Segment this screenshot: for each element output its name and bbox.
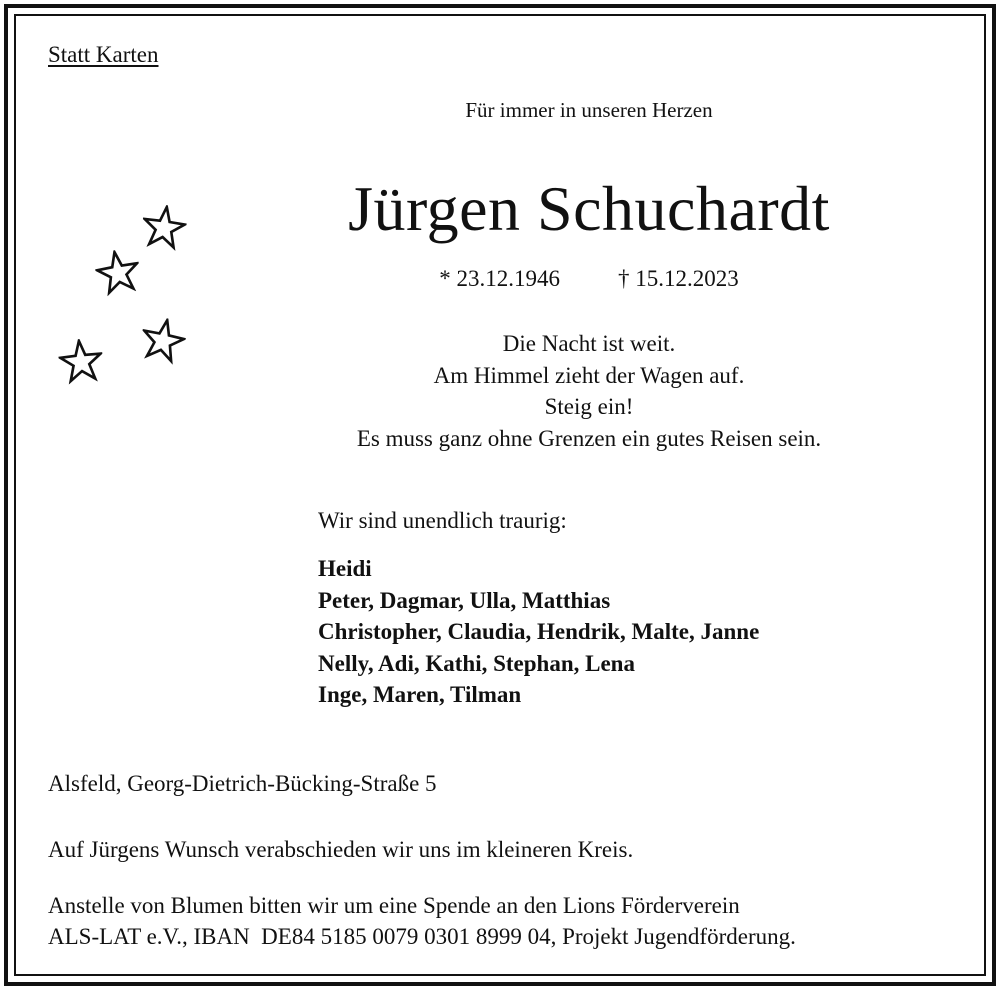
death-date: † 15.12.2023 [618, 266, 739, 291]
star-outline-icon [57, 337, 105, 385]
poem-line: Die Nacht ist weit. [502, 331, 676, 356]
notice-heading: Statt Karten [48, 42, 159, 67]
mourner-line: Heidi [318, 556, 372, 581]
mourner-line: Peter, Dagmar, Ulla, Matthias [318, 587, 611, 613]
poem-line: Am Himmel zieht der Wagen auf. [433, 362, 745, 388]
birth-date: * 23.12.1946 [439, 266, 560, 291]
donation-line: ALS-LAT e.V., IBAN DE84 5185 0079 0301 8999 04, Projekt Jugendförderung. [48, 924, 796, 949]
life-dates [300, 266, 878, 292]
mourner-line: Inge, Maren, Tilman [318, 682, 522, 707]
inner-border [14, 14, 986, 976]
mourning-statement: Wir sind unendlich traurig: [318, 508, 567, 533]
motto: Für immer in unseren Herzen [465, 98, 713, 122]
address: Alsfeld, Georg-Dietrich-Bücking-Straße 5 [48, 771, 437, 796]
donation-request [48, 890, 796, 952]
deceased-name: Jürgen Schuchardt [348, 173, 830, 244]
mourner-line: Christopher, Claudia, Hendrik, Malte, Janne [318, 619, 760, 644]
star-outline-icon [139, 202, 189, 252]
donation-line: Anstelle von Blumen bitten wir um eine Spende an den Lions Förderverein [48, 893, 740, 918]
mourner-line: Nelly, Adi, Kathi, Stephan, Lena [318, 650, 635, 676]
poem-line: Es muss ganz ohne Grenzen ein gutes Reisen sein. [356, 425, 822, 451]
star-outline-icon [137, 314, 189, 366]
poem-line: Steig ein! [544, 394, 634, 419]
funeral-wish: Auf Jürgens Wunsch verabschieden wir uns im kleineren Kreis. [48, 837, 634, 862]
poem [280, 328, 898, 454]
star-outline-icon [93, 247, 144, 298]
mourners-list [318, 553, 759, 711]
